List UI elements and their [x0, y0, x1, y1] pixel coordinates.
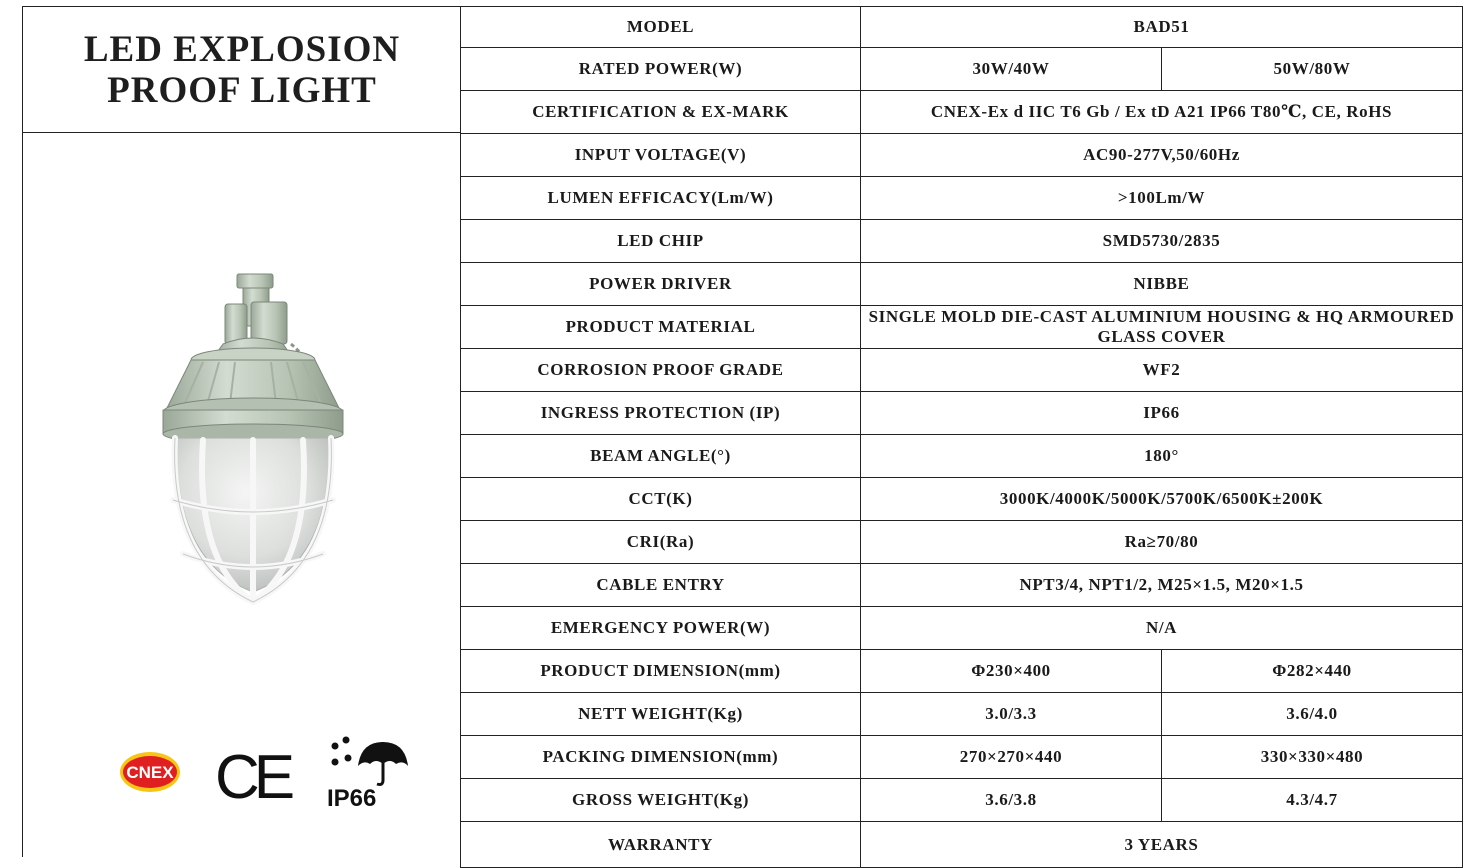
spec-value: 30W/40W: [861, 48, 1162, 91]
spec-value: Ra≥70/80: [861, 521, 1463, 564]
spec-label: PRODUCT MATERIAL: [461, 306, 861, 349]
spec-value: 4.3/4.7: [1162, 779, 1463, 822]
spec-row: [461, 822, 1463, 868]
spec-label: WARRANTY: [461, 822, 861, 868]
spec-row: [461, 263, 1463, 306]
spec-value: Φ230×400: [861, 650, 1162, 693]
spec-value: 3.0/3.3: [861, 693, 1162, 736]
spec-value: BAD51: [861, 7, 1463, 48]
title-line-1: LED EXPLOSION: [83, 28, 401, 70]
spec-row: [461, 564, 1463, 607]
spec-value: 270×270×440: [861, 736, 1162, 779]
spec-row: [461, 7, 1463, 48]
spec-value: WF2: [861, 349, 1463, 392]
spec-label: RATED POWER(W): [461, 48, 861, 91]
spec-label: EMERGENCY POWER(W): [461, 607, 861, 650]
spec-label: NETT WEIGHT(Kg): [461, 693, 861, 736]
spec-value: 3000K/4000K/5000K/5700K/6500K±200K: [861, 478, 1463, 521]
spec-value: 3.6/3.8: [861, 779, 1162, 822]
spec-row: [461, 736, 1463, 779]
spec-row: [461, 693, 1463, 736]
spec-label: CRI(Ra): [461, 521, 861, 564]
spec-value: NPT3/4, NPT1/2, M25×1.5, M20×1.5: [861, 564, 1463, 607]
cnex-logo: [120, 752, 180, 792]
spec-row: [461, 478, 1463, 521]
spec-label: INPUT VOLTAGE(V): [461, 134, 861, 177]
spec-row: [461, 349, 1463, 392]
spec-row: [461, 650, 1463, 693]
spec-value: 180°: [861, 435, 1463, 478]
spec-label: POWER DRIVER: [461, 263, 861, 306]
left-panel: [22, 6, 461, 857]
spec-label: CERTIFICATION & EX-MARK: [461, 91, 861, 134]
spec-label: PACKING DIMENSION(mm): [461, 736, 861, 779]
ip66-logo: [327, 737, 408, 813]
ce-mark: CE: [215, 743, 290, 812]
ip66-text: IP66: [327, 785, 377, 812]
spec-label: GROSS WEIGHT(Kg): [461, 779, 861, 822]
spec-label: CABLE ENTRY: [461, 564, 861, 607]
spec-value: SINGLE MOLD DIE-CAST ALUMINIUM HOUSING & HQ ARMOURED GLASS COVER: [861, 306, 1463, 349]
spec-label: CCT(K): [461, 478, 861, 521]
spec-value: AC90-277V,50/60Hz: [861, 134, 1463, 177]
certification-logos: [113, 732, 413, 812]
spec-row: [461, 392, 1463, 435]
spec-value: 330×330×480: [1162, 736, 1463, 779]
spec-label: BEAM ANGLE(°): [461, 435, 861, 478]
spec-value: IP66: [861, 392, 1463, 435]
spec-row: [461, 48, 1463, 91]
spec-label: PRODUCT DIMENSION(mm): [461, 650, 861, 693]
spec-value: NIBBE: [861, 263, 1463, 306]
cnex-text: CNEX: [126, 763, 174, 782]
spec-value: CNEX-Ex d IIC T6 Gb / Ex tD A21 IP66 T80℃, CE, RoHS: [861, 91, 1463, 134]
spec-value: Φ282×440: [1162, 650, 1463, 693]
spec-value: >100Lm/W: [861, 177, 1463, 220]
spec-row: [461, 521, 1463, 564]
spec-row: [461, 220, 1463, 263]
spec-row: [461, 91, 1463, 134]
spec-value: 50W/80W: [1162, 48, 1463, 91]
spec-value: SMD5730/2835: [861, 220, 1463, 263]
spec-value: 3.6/4.0: [1162, 693, 1463, 736]
title-line-2: PROOF LIGHT: [107, 69, 377, 111]
spec-label: LED CHIP: [461, 220, 861, 263]
spec-row: [461, 134, 1463, 177]
spec-label: MODEL: [461, 7, 861, 48]
logos-graphic: [113, 732, 413, 812]
spec-value: 3 YEARS: [861, 822, 1463, 868]
spec-label: LUMEN EFFICACY(Lm/W): [461, 177, 861, 220]
product-title: [23, 7, 461, 133]
spec-label: INGRESS PROTECTION (IP): [461, 392, 861, 435]
spec-row: [461, 306, 1463, 349]
product-image: [133, 262, 373, 622]
spec-row: [461, 779, 1463, 822]
spec-table: [460, 6, 1463, 868]
spec-label: CORROSION PROOF GRADE: [461, 349, 861, 392]
spec-row: [461, 435, 1463, 478]
spec-row: [461, 177, 1463, 220]
spec-row: [461, 607, 1463, 650]
spec-value: N/A: [861, 607, 1463, 650]
